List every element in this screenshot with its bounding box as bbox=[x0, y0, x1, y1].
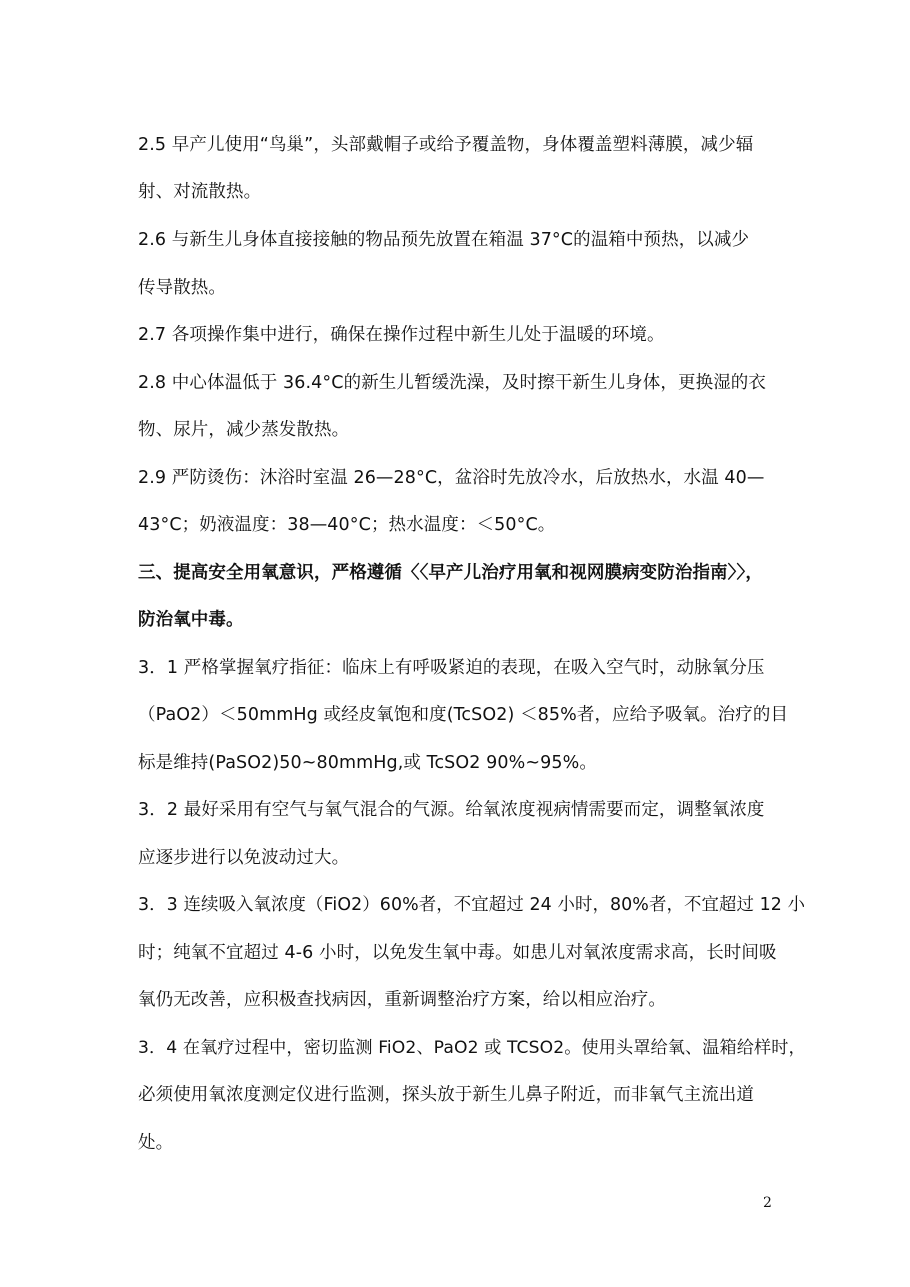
paragraph-3-2-line-2: 应逐步进行以免波动过大。 bbox=[138, 848, 350, 868]
paragraph-2-5-line-1: 2.5 早产儿使用“鸟巢”，头部戴帽子或给予覆盖物，身体覆盖塑料薄膜，减少辐 bbox=[138, 135, 754, 155]
page-number: 2 bbox=[763, 1195, 772, 1211]
paragraph-3-3-line-1: 3．3 连续吸入氧浓度（FiO2）60%者，不宜超过 24 小时，80%者，不宜超过 12 小 bbox=[138, 895, 806, 915]
section-3-heading-line-1: 三、提高安全用氧意识，严格遵循〈〈早产儿治疗用氧和视网膜病变防治指南〉〉， bbox=[138, 563, 763, 583]
section-3-heading-line-2: 防治氧中毒。 bbox=[138, 610, 244, 630]
paragraph-2-5-line-2: 射、对流散热。 bbox=[138, 182, 262, 202]
paragraph-3-1-line-1: 3．1 严格掌握氧疗指征：临床上有呼吸紧迫的表现，在吸入空气时，动脉氧分压 bbox=[138, 658, 765, 678]
paragraph-2-9-line-2: 43°C；奶液温度：38—40°C；热水温度：＜50°C。 bbox=[138, 515, 556, 535]
paragraph-3-1-line-2: （PaO2）＜50mmHg 或经皮氧饱和度(TcSO2) ＜85%者，应给予吸氧。治疗的目 bbox=[138, 705, 789, 725]
paragraph-2-6-line-1: 2.6 与新生儿身体直接接触的物品预先放置在箱温 37°C的温箱中预热，以减少 bbox=[138, 230, 750, 250]
paragraph-3-4-line-3: 处。 bbox=[138, 1133, 174, 1153]
paragraph-3-3-line-2: 时；纯氧不宜超过 4-6 小时，以免发生氧中毒。如患儿对氧浓度需求高，长时间吸 bbox=[138, 943, 777, 963]
paragraph-3-3-line-3: 氧仍无改善，应积极查找病因，重新调整治疗方案，给以相应治疗。 bbox=[138, 990, 666, 1010]
paragraph-2-8-line-1: 2.8 中心体温低于 36.4°C的新生儿暂缓洗澡，及时擦干新生儿身体，更换湿的衣 bbox=[138, 373, 766, 393]
paragraph-3-2-line-1: 3．2 最好采用有空气与氧气混合的气源。给氧浓度视病情需要而定，调整氧浓度 bbox=[138, 800, 765, 820]
paragraph-2-7: 2.7 各项操作集中进行，确保在操作过程中新生儿处于温暖的环境。 bbox=[138, 325, 665, 345]
paragraph-3-1-line-3: 标是维持(PaSO2)50~80mmHg,或 TcSO2 90%~95%。 bbox=[138, 753, 597, 773]
paragraph-3-4-line-2: 必须使用氧浓度测定仪进行监测，探头放于新生儿鼻子附近，而非氧气主流出道 bbox=[138, 1085, 754, 1105]
paragraph-3-4-line-1: 3．4 在氧疗过程中，密切监测 FiO2、PaO2 或 TCSO2。使用头罩给氧、温箱给样时， bbox=[138, 1038, 806, 1058]
paragraph-2-8-line-2: 物、尿片，减少蒸发散热。 bbox=[138, 420, 350, 440]
paragraph-2-6-line-2: 传导散热。 bbox=[138, 278, 226, 298]
paragraph-2-9-line-1: 2.9 严防烫伤：沐浴时室温 26—28°C，盆浴时先放冷水，后放热水，水温 40— bbox=[138, 468, 765, 488]
